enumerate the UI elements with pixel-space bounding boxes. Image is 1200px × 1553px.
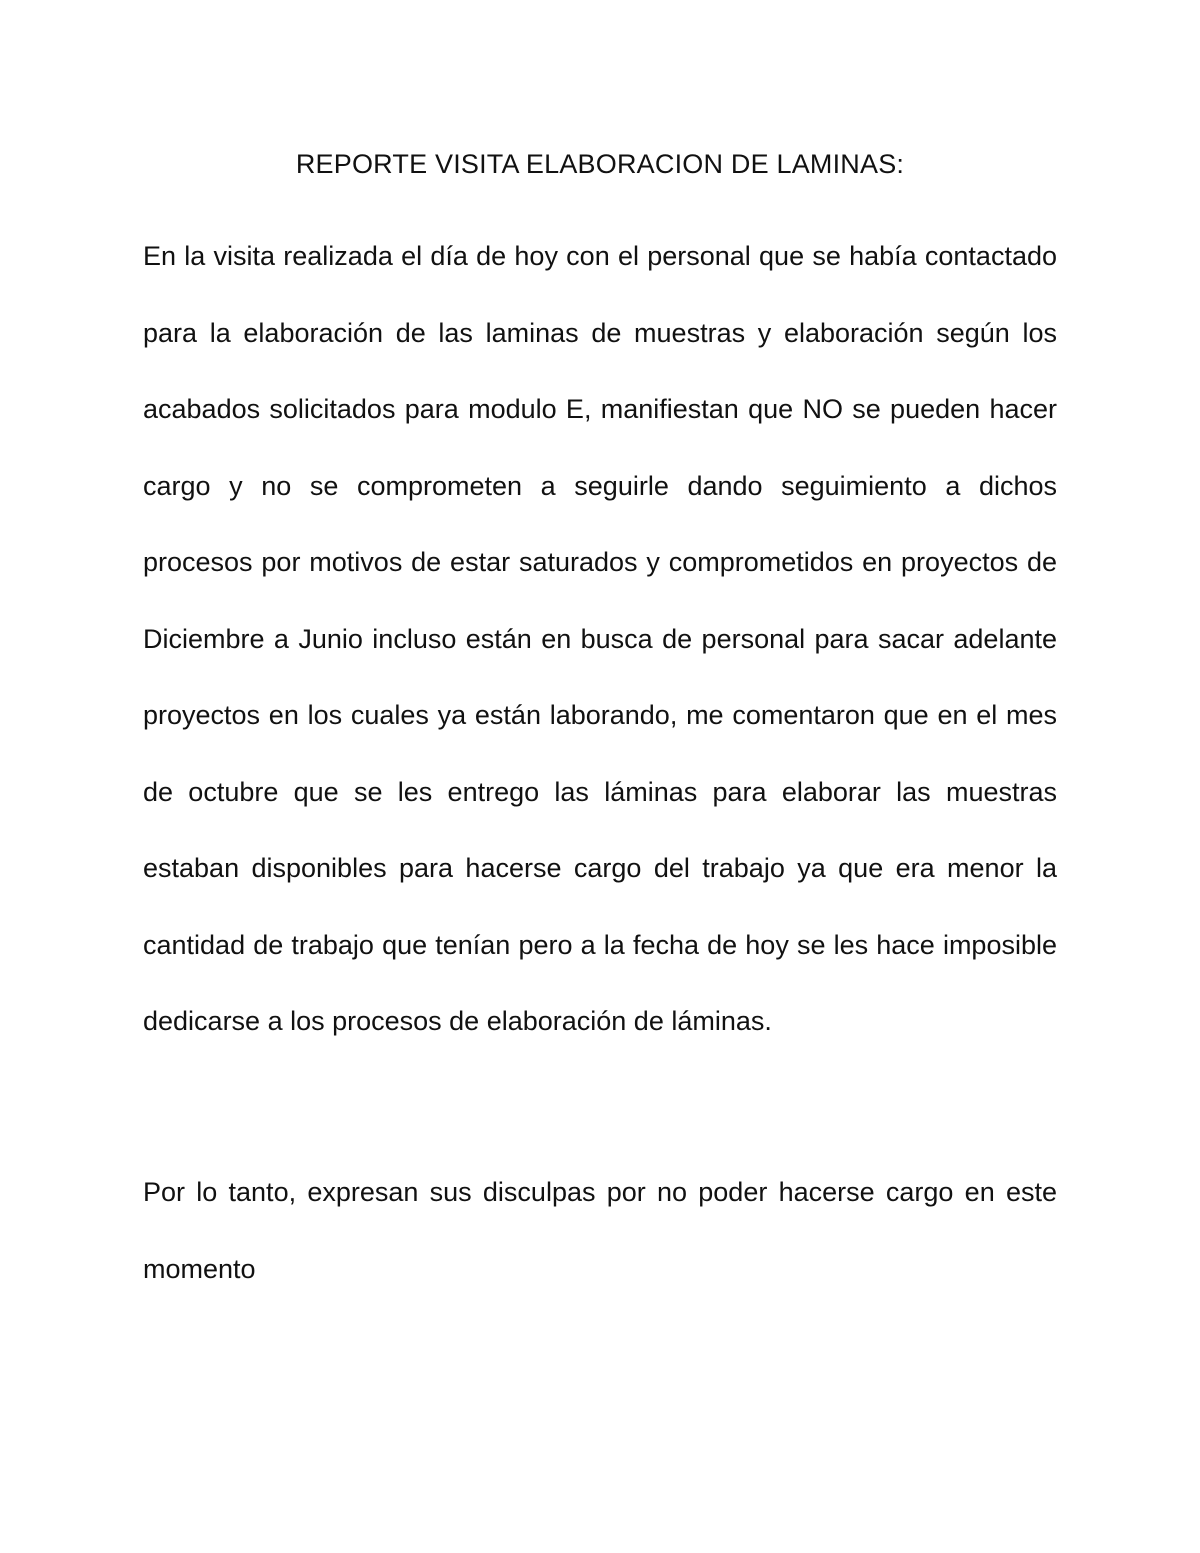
document-title: REPORTE VISITA ELABORACION DE LAMINAS: <box>295 149 905 179</box>
body-paragraph-conclusion: Por lo tanto, expresan sus disculpas por no poder hacerse cargo en este momento <box>143 1177 1057 1284</box>
body-paragraph-report: En la visita realizada el día de hoy con el personal que se había contactado para la elaboración de las laminas de muestras y elaboración según los acabados solicitados para modulo E, manifiestan que NO se pueden hacer cargo y no se comprometen a seguirle dando seguimiento a dichos procesos por motivos de estar saturados y comprometidos en proyectos de Diciembre a Junio incluso están en busca de personal para sacar adelante proyectos en los cuales ya están laborando, me comentaron que en el mes de octubre que se les entrego las láminas para elaborar las muestras estaban disponibles para hacerse cargo del trabajo ya que era menor la cantidad de trabajo que tenían pero a la fecha de hoy se les hace imposible dedicarse a los procesos de elaboración de láminas. <box>143 241 1057 1036</box>
